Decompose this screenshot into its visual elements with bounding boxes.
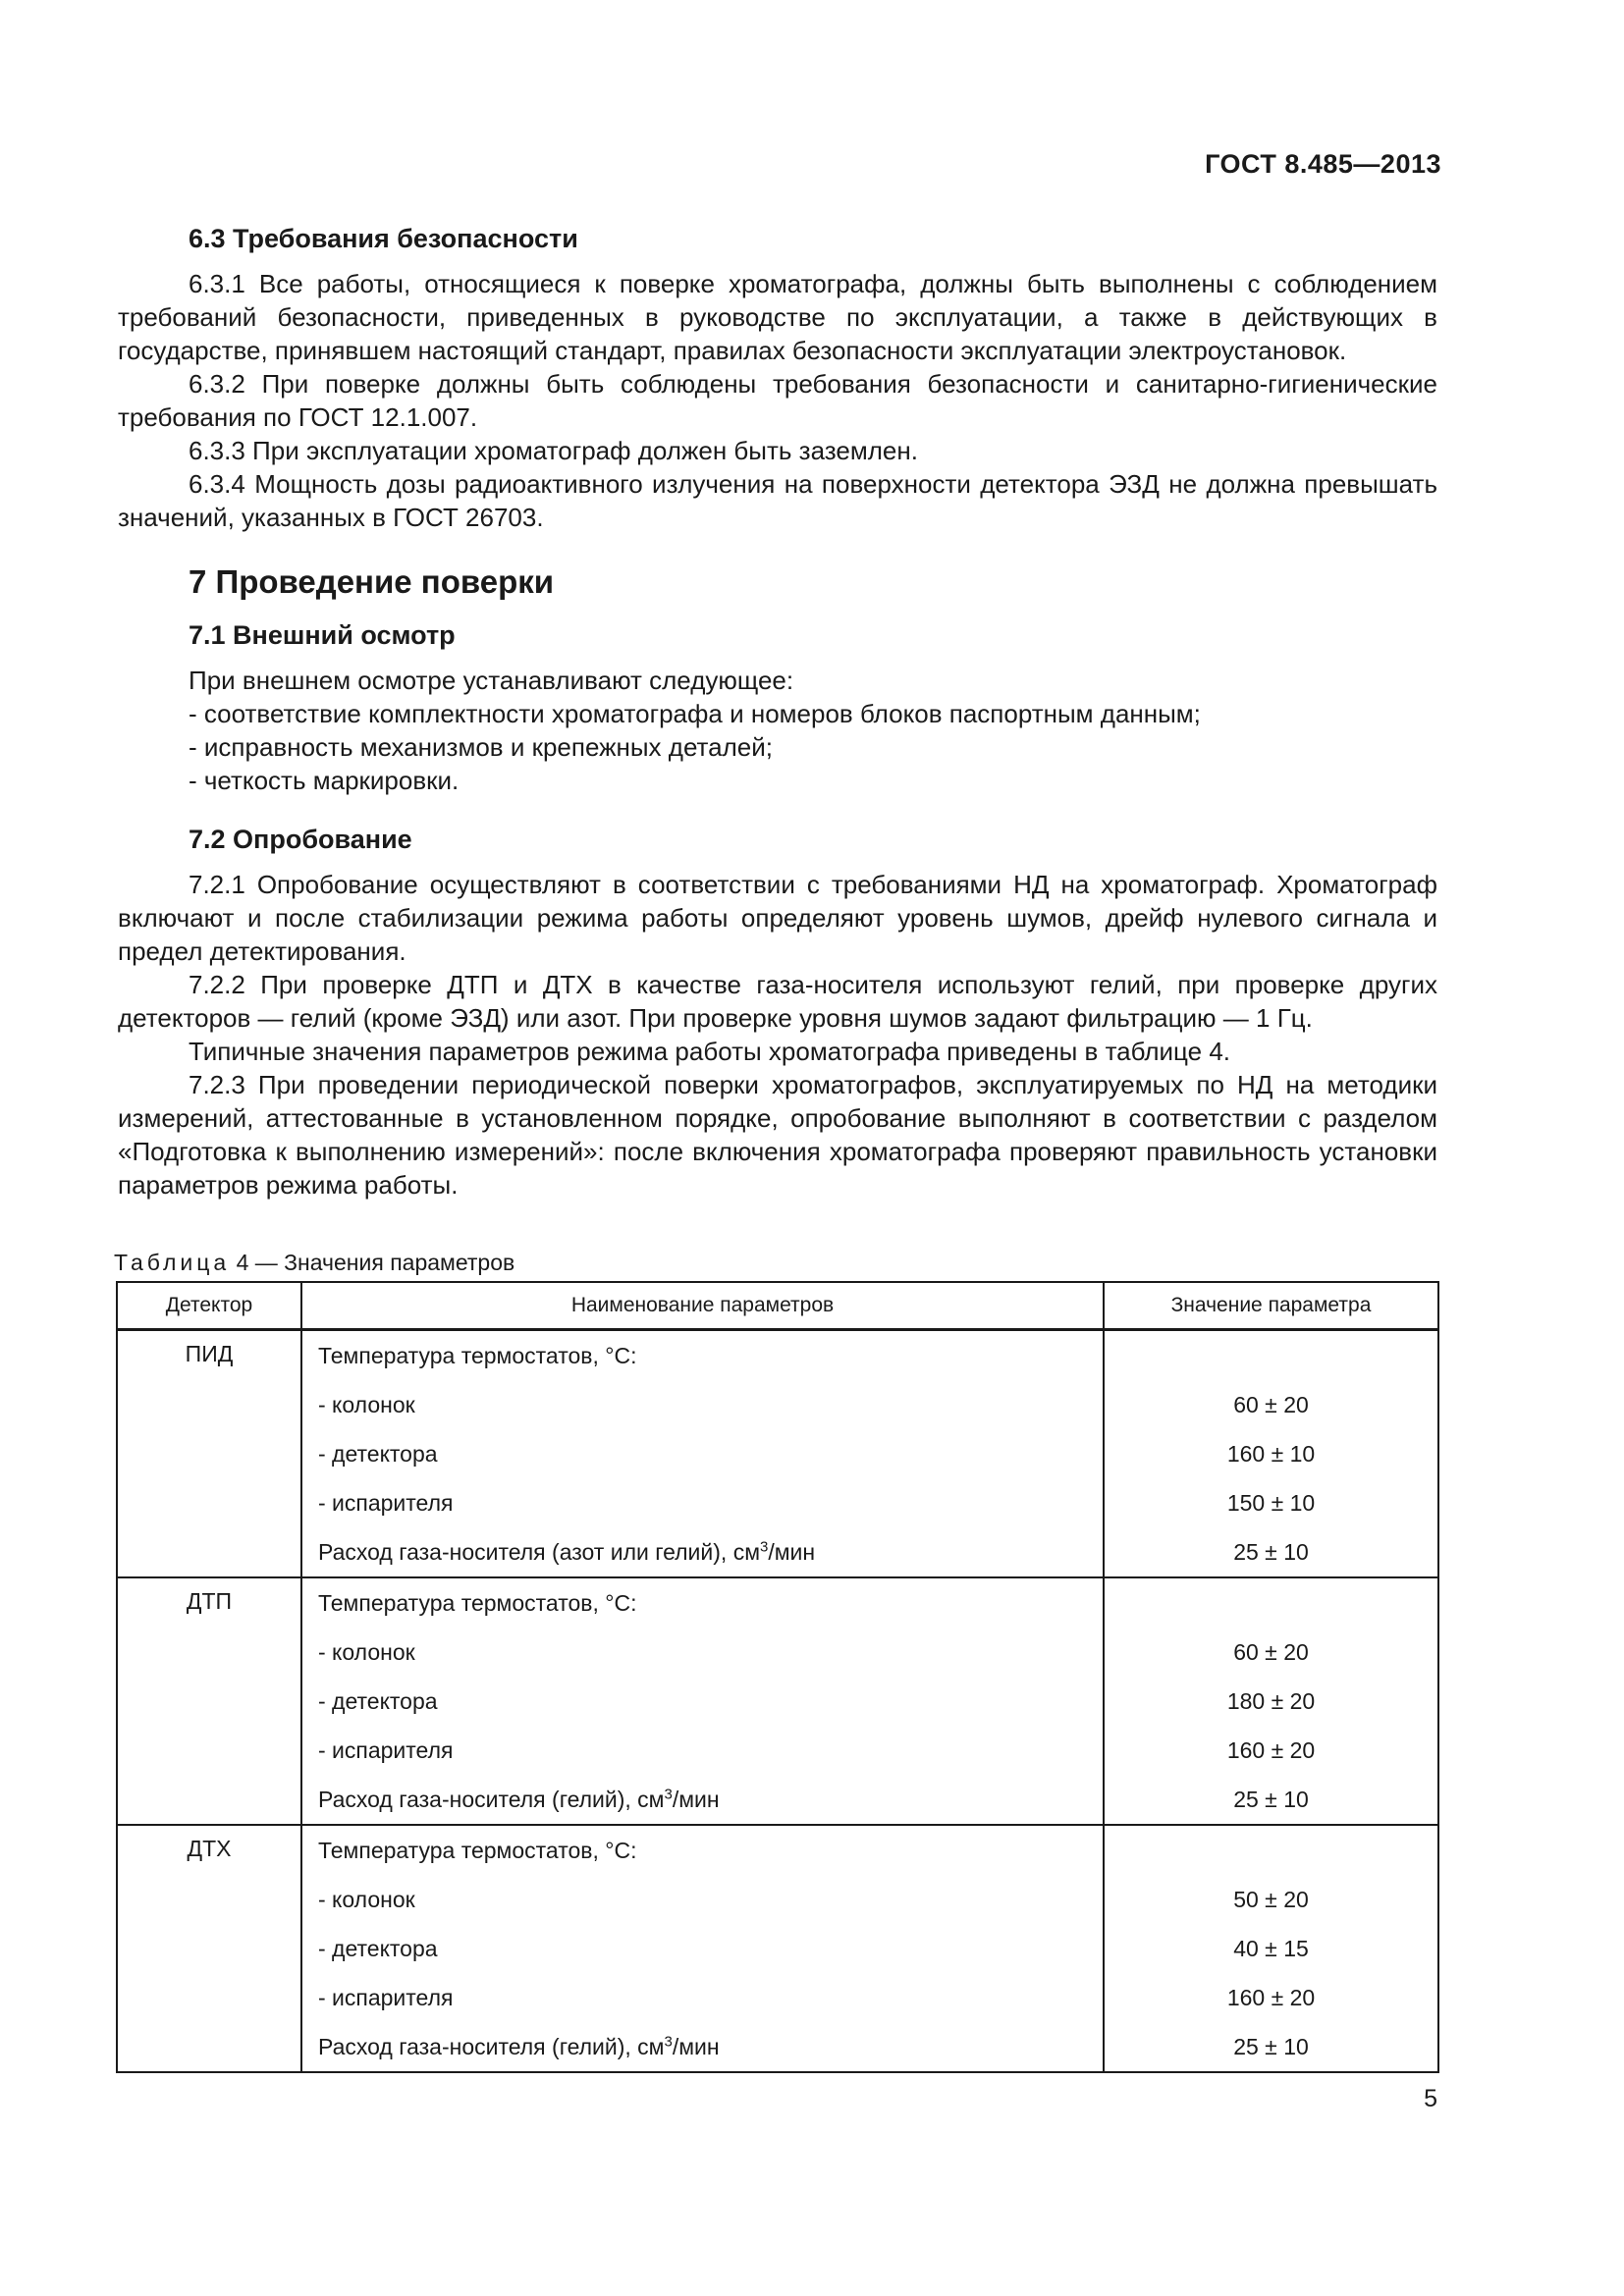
detector-cell: ДТХ (117, 1825, 301, 2072)
parameter-value (1104, 1577, 1438, 1628)
inspection-list (118, 697, 1437, 797)
unit-tail: /мин (768, 1538, 816, 1565)
parameters-table (116, 1281, 1439, 2073)
spacer (118, 797, 1437, 823)
column-header-detector: Детектор (117, 1282, 301, 1330)
table-row (117, 1775, 1438, 1825)
paragraph-7-2-2: 7.2.2 При проверке ДТП и ДТХ в качестве газа-носителя используют гелий, при проверке других детекторов — гелий (кроме ЭЗД) или азот. При проверке уровня шумов задают фильтрацию — 1 Гц. (118, 970, 1437, 1033)
table-row (117, 1478, 1438, 1527)
parameter-name: - испарителя (301, 1973, 1104, 2022)
paragraph-7-2-1: 7.2.1 Опробование осуществляют в соответствии с требованиями НД на хроматограф. Хроматограф включают и после стабилизации режима работы определяют уровень шумов, дрейф нулевого сигнала и предел детектирования. (118, 870, 1437, 966)
paragraph-6-3-4: 6.3.4 Мощность дозы радиоактивного излучения на поверхности детектора ЭЗД не должна превышать значений, указанных в ГОСТ 26703. (118, 469, 1437, 532)
parameter-value: 25 ± 10 (1104, 2022, 1438, 2072)
parameter-value (1104, 1330, 1438, 1381)
parameter-value: 60 ± 20 (1104, 1380, 1438, 1429)
table-row (117, 1628, 1438, 1677)
parameter-name: Температура термостатов, °С: (301, 1577, 1104, 1628)
flow-label: Расход газа-носителя (гелий), см (318, 2033, 665, 2059)
table-row (117, 1924, 1438, 1973)
list-item: - исправность механизмов и крепежных деталей; (189, 732, 773, 762)
table-caption-text: 4 — Значения параметров (236, 1250, 515, 1275)
section-6-3-title: 6.3 Требования безопасности (189, 224, 578, 253)
parameter-value: 150 ± 10 (1104, 1478, 1438, 1527)
paragraph-7-2-3: 7.2.3 При проведении периодической поверки хроматографов, эксплуатируемых по НД на методики измерений, аттестованные в установленном порядке, опробование выполняют в соответствии с разделом «Подготовка к выполнению измерений»: после включения хроматографа проверяют правильность установки параметров режима работы. (118, 1070, 1437, 1200)
parameter-name: - детектора (301, 1677, 1104, 1726)
table-row (117, 1726, 1438, 1775)
unit-superscript: 3 (664, 1785, 673, 1802)
parameter-value: 60 ± 20 (1104, 1628, 1438, 1677)
parameter-value: 25 ± 10 (1104, 1775, 1438, 1825)
parameter-value: 25 ± 10 (1104, 1527, 1438, 1577)
column-header-parameter-value: Значение параметра (1104, 1282, 1438, 1330)
list-item: - соответствие комплектности хроматографа и номеров блоков паспортным данным; (189, 699, 1201, 728)
paragraph-6-3-2: 6.3.2 При поверке должны быть соблюдены требования безопасности и санитарно-гигиенические требования по ГОСТ 12.1.007. (118, 369, 1437, 432)
paragraph-7-1-intro: При внешнем осмотре устанавливают следующее: (189, 666, 794, 695)
parameter-name (301, 1527, 1104, 1577)
table-row (117, 1330, 1438, 1381)
table-row (117, 1380, 1438, 1429)
table-header-row (117, 1282, 1438, 1330)
parameter-name: - детектора (301, 1429, 1104, 1478)
section-7-title: 7 Проведение поверки (189, 563, 555, 600)
parameter-name: Температура термостатов, °С: (301, 1330, 1104, 1381)
parameter-value: 40 ± 15 (1104, 1924, 1438, 1973)
unit-superscript: 3 (760, 1537, 769, 1555)
parameter-name (301, 2022, 1104, 2072)
parameter-value: 50 ± 20 (1104, 1875, 1438, 1924)
parameter-name: - колонок (301, 1875, 1104, 1924)
table-row (117, 2022, 1438, 2072)
parameter-value: 160 ± 10 (1104, 1429, 1438, 1478)
detector-cell: ДТП (117, 1577, 301, 1825)
paragraph-6-3-1: 6.3.1 Все работы, относящиеся к поверке хроматографа, должны быть выполнены с соблюдением требований безопасности, приведенных в руководстве по эксплуатации, а также в действующих в государстве, принявшем настоящий стандарт, правилах безопасности эксплуатации электроустановок. (118, 269, 1437, 365)
unit-tail: /мин (672, 1786, 720, 1812)
parameter-name: - колонок (301, 1628, 1104, 1677)
list-item: - четкость маркировки. (189, 766, 460, 795)
document-id: ГОСТ 8.485—2013 (1205, 149, 1441, 179)
paragraph-table-reference: Типичные значения параметров режима работы хроматографа приведены в таблице 4. (189, 1037, 1231, 1066)
table-row (117, 1429, 1438, 1478)
table-caption (114, 1250, 514, 1276)
parameter-name: - испарителя (301, 1478, 1104, 1527)
table-row (117, 1973, 1438, 2022)
parameter-name: - испарителя (301, 1726, 1104, 1775)
parameter-value (1104, 1825, 1438, 1875)
parameter-value: 160 ± 20 (1104, 1726, 1438, 1775)
paragraph-6-3-3: 6.3.3 При эксплуатации хроматограф должен быть заземлен. (189, 436, 918, 465)
parameter-name: - колонок (301, 1380, 1104, 1429)
flow-label: Расход газа-носителя (гелий), см (318, 1786, 665, 1812)
table-row (117, 1875, 1438, 1924)
parameter-name: - детектора (301, 1924, 1104, 1973)
table-row (117, 1825, 1438, 1875)
table-row (117, 1527, 1438, 1577)
unit-superscript: 3 (664, 2032, 673, 2050)
document-body (118, 222, 1437, 1201)
table-caption-word: Таблица (114, 1250, 231, 1275)
table-row (117, 1677, 1438, 1726)
detector-cell: ПИД (117, 1330, 301, 1578)
flow-label: Расход газа-носителя (азот или гелий), см (318, 1538, 761, 1565)
column-header-parameter-name: Наименование параметров (301, 1282, 1104, 1330)
parameter-name: Температура термостатов, °С: (301, 1825, 1104, 1875)
section-7-2-title: 7.2 Опробование (189, 825, 412, 854)
unit-tail: /мин (672, 2033, 720, 2059)
parameter-name (301, 1775, 1104, 1825)
section-7-1-title: 7.1 Внешний осмотр (189, 620, 456, 650)
parameter-value: 160 ± 20 (1104, 1973, 1438, 2022)
parameter-value: 180 ± 20 (1104, 1677, 1438, 1726)
table-row (117, 1577, 1438, 1628)
page-number: 5 (1424, 2085, 1437, 2112)
